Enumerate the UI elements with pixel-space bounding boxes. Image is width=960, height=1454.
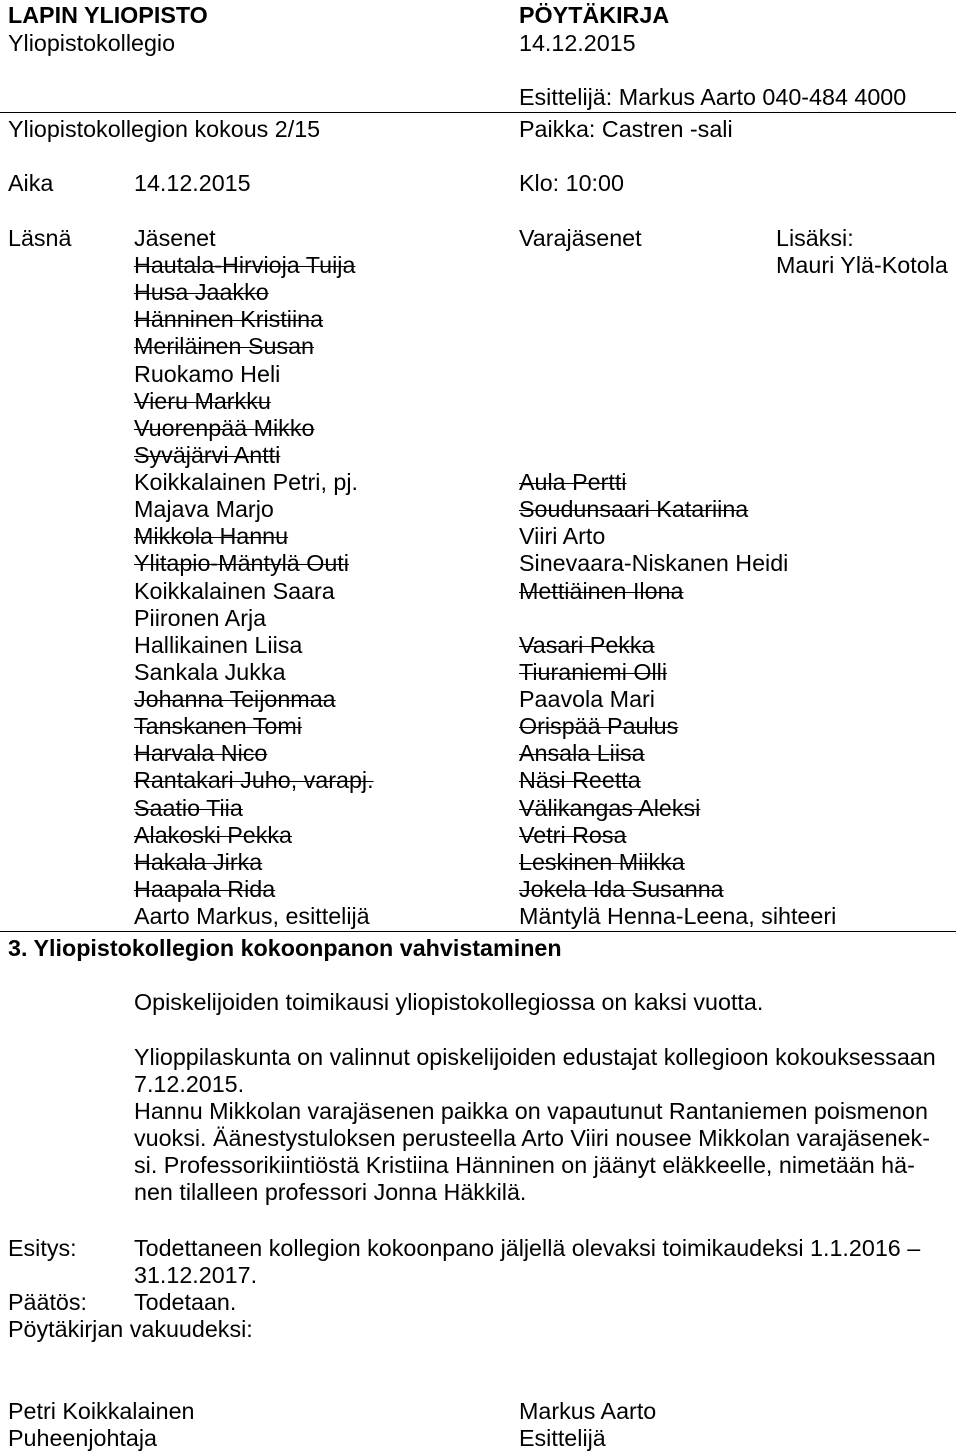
deputy-name: Vasari Pekka [519, 631, 655, 658]
signatory-name: Markus Aarto [519, 1398, 657, 1424]
member-name: Hänninen Kristiina [134, 306, 324, 333]
member-name: Vieru Markku [134, 387, 271, 414]
member-name: Hautala-Hirvioja Tuija [134, 252, 356, 278]
proposal-label: Esitys: [8, 1235, 77, 1261]
paragraph-line: vuoksi. Äänestystuloksen perusteella Arto Viiri nousee Mikkolan varajäsenek- [134, 1125, 930, 1151]
deputy-name: Mettiäinen Ilona [519, 577, 684, 604]
meeting-title: Yliopistokollegion kokous 2/15 [8, 116, 321, 142]
deputy-name: Näsi Reetta [519, 767, 641, 794]
deputy-name: Tiuraniemi Olli [519, 658, 668, 685]
meeting-date: 14.12.2015 [134, 170, 251, 196]
signatory-role: Puheenjohtaja [8, 1425, 157, 1451]
members-heading: Jäsenet [134, 225, 216, 251]
organization-name: LAPIN YLIOPISTO [8, 2, 208, 28]
member-name: Rantakari Juho, varapj. [134, 767, 374, 794]
member-name: Tanskanen Tomi [134, 713, 302, 740]
paragraph-line: nen tilalleen professori Jonna Häkkilä. [134, 1179, 527, 1205]
deputy-name: Vetri Rosa [519, 821, 627, 848]
deputy-name: Paavola Mari [519, 686, 655, 712]
member-name: Alakoski Pekka [134, 821, 292, 848]
section-title: 3. Yliopistokollegion kokoonpanon vahvistaminen [8, 935, 562, 961]
member-name: Haapala Rida [134, 875, 276, 902]
member-name: Husa Jaakko [134, 279, 269, 306]
member-name: Ruokamo Heli [134, 360, 281, 387]
member-name: Harvala Nico [134, 740, 268, 767]
deputy-name: Leskinen Miikka [519, 848, 685, 875]
member-name: Ylitapio-Mäntylä Outi [134, 550, 349, 577]
member-name: Vuorenpää Mikko [134, 414, 315, 441]
additional-heading: Lisäksi: [776, 225, 854, 251]
deputy-name: Orispää Paulus [519, 713, 679, 740]
deputy-name: Mäntylä Henna-Leena, sihteeri [519, 903, 837, 929]
attendance-divider [0, 931, 956, 932]
decision-text: Todetaan. [134, 1289, 237, 1315]
document-date: 14.12.2015 [519, 30, 636, 56]
deputy-name: Sinevaara-Niskanen Heidi [519, 550, 789, 577]
additional-attendee: Mauri Ylä-Kotola [776, 252, 948, 278]
member-name: Sankala Jukka [134, 658, 286, 685]
decision-label: Päätös: [8, 1289, 88, 1315]
deputy-name: Ansala Liisa [519, 740, 645, 767]
deputies-heading: Varajäsenet [519, 225, 642, 251]
paragraph-line: Ylioppilaskunta on valinnut opiskelijoiden edustajat kollegioon kokouksessaan [134, 1044, 936, 1070]
paragraph-line: si. Professorikiintiöstä Kristiina Hänninen on jäänyt eläkkeelle, nimetään hä- [134, 1152, 915, 1178]
member-name: Meriläinen Susan [134, 333, 315, 360]
paragraph-line: 7.12.2015. [134, 1071, 245, 1097]
proposal-line: 31.12.2017. [134, 1262, 258, 1288]
member-name: Majava Marjo [134, 496, 274, 523]
proposal-line: Todettaneen kollegion kokoonpano jäljellä olevaksi toimikaudeksi 1.1.2016 – [134, 1235, 921, 1261]
member-name: Koikkalainen Saara [134, 577, 335, 604]
attestation-label: Pöytäkirjan vakuudeksi: [8, 1316, 253, 1342]
member-name: Aarto Markus, esittelijä [134, 903, 370, 929]
deputy-name: Soudunsaari Katariina [519, 496, 749, 523]
paragraph-line: Hannu Mikkolan varajäsenen paikka on vapautunut Rantaniemen poismenon [134, 1098, 928, 1124]
meeting-place: Paikka: Castren -sali [519, 116, 733, 142]
deputy-name: Välikangas Aleksi [519, 794, 701, 821]
member-name: Syväjärvi Antti [134, 441, 281, 468]
document-type: PÖYTÄKIRJA [519, 2, 670, 28]
signatory-name: Petri Koikkalainen [8, 1398, 195, 1424]
member-name: Johanna Teijonmaa [134, 686, 336, 712]
present-label: Läsnä [8, 225, 72, 251]
deputy-name: Jokela Ida Susanna [519, 875, 724, 902]
member-name: Hallikainen Liisa [134, 631, 303, 658]
body-name: Yliopistokollegio [8, 30, 176, 56]
time-label: Aika [8, 170, 54, 196]
meeting-time: Klo: 10:00 [519, 170, 624, 196]
member-name: Piironen Arja [134, 604, 267, 631]
member-name: Hakala Jirka [134, 848, 263, 875]
signatory-role: Esittelijä [519, 1425, 606, 1451]
presenter-info: Esittelijä: Markus Aarto 040-484 4000 [519, 84, 907, 110]
deputy-name: Viiri Arto [519, 523, 606, 550]
deputy-name: Aula Pertti [519, 469, 627, 495]
member-name: Mikkola Hannu [134, 523, 289, 550]
member-name: Koikkalainen Petri, pj. [134, 469, 359, 495]
header-divider [0, 112, 956, 113]
member-name: Saatio Tiia [134, 794, 243, 821]
paragraph-line: Opiskelijoiden toimikausi yliopistokollegiossa on kaksi vuotta. [134, 989, 764, 1015]
